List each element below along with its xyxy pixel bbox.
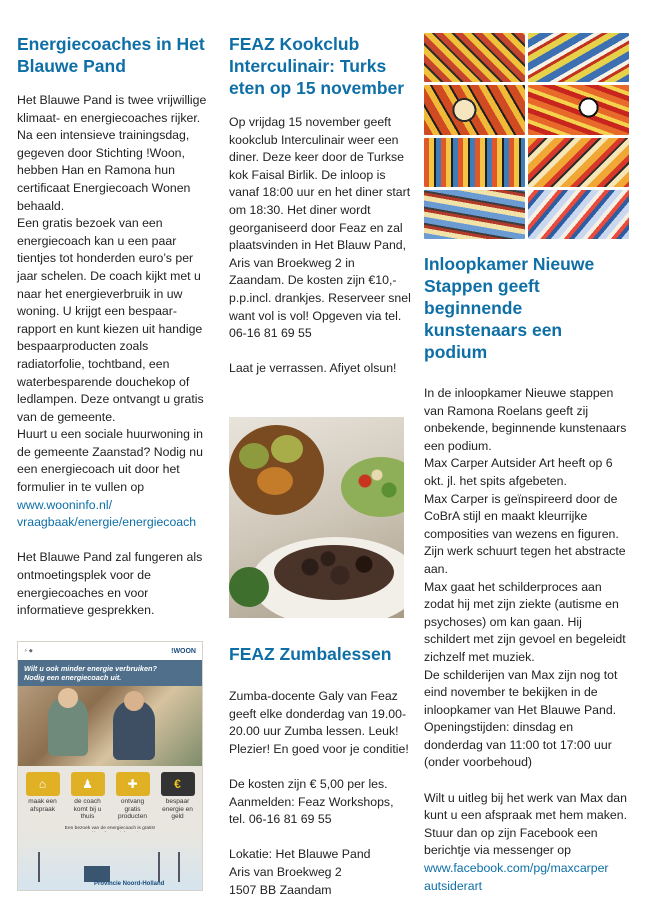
paragraph (424, 790, 630, 896)
article-body (17, 92, 215, 620)
address-line: 1507 BB Zaandam (229, 882, 332, 897)
poster-labels (18, 798, 202, 821)
article-energiecoaches (17, 30, 215, 620)
address-line: Aris van Broekweg 2 (229, 864, 342, 879)
paragraph: De kosten zijn € 5,00 per les. Aanmelden: Feaz Workshops, tel. 06-16 81 69 55 (229, 776, 394, 827)
poster-photo (18, 686, 202, 766)
paragraph: Zumba-docente Galy van Feaz geeft elke donderdag van 19.00-20.00 uur Zumba lessen. Leuk! Plezier! En goed voor je conditie! (229, 689, 409, 756)
paragraph-text: Huurt u een sociale huurwoning in de gemeente Zaanstad? Nodig nu een energiecoach uit door het formulier in te vullen op (17, 427, 203, 495)
wooninfo-link[interactable]: www.wooninfo.nl/ vraagbaak/energie/energiecoach (17, 497, 197, 530)
paragraph-text: Wilt u uitleg bij het werk van Max dan kunt u een afspraak met hem maken. Stuur dan op zijn Facebook een berichtje via messenger op (424, 790, 628, 858)
poster-small-line: Een bezoek van de energiecoach is gratis! (64, 825, 156, 831)
paragraph: In de inloopkamer Nieuwe stappen van Ramona Roelans geeft zij onbekende, beginnende kunstenaars een podium. (424, 386, 627, 453)
article-kookclub (229, 30, 413, 378)
paragraph: Het Blauwe Pand is twee vrijwillige klimaat- en energiecoaches rijker. Na een intensieve trainingsdag, gegeven door Stichting !Woon, hebben Han en Ramona hun certificaat Energiecoach Wonen behaald. (17, 93, 207, 213)
article-title: Energiecoaches in Het Blauwe Pand (17, 34, 205, 76)
poster-org-left: ⚡ ◆ (24, 648, 33, 654)
paragraph: Het Blauwe Pand zal fungeren als ontmoetingsplek voor de energiecoaches en voor informatieve gesprekken. (17, 550, 203, 618)
article-body (424, 385, 630, 895)
poster-label: de coach komt bij u thuis (73, 798, 102, 820)
poster-banner-line2: Nodig een energiecoach uit. (24, 673, 122, 682)
article-title: FEAZ Kookclub Interculinair: Turks eten op 15 november (229, 34, 405, 98)
poster-org-logo: !WOON (171, 647, 196, 655)
article-title: Inloopkamer Nieuwe Stappen geeft beginnende kunstenaars een podium (424, 254, 595, 362)
max-carper-artwork-collage (424, 33, 629, 239)
paragraph: Laat je verrassen. Afiyet olsun! (229, 361, 397, 376)
paragraph: Max gaat het schilderproces aan zodat hij met zijn ziekte (autisme en psychoses) om kan gaan. Hij schildert met zijn gevoel en begeleidt zichzelf met muziek. (424, 579, 626, 664)
poster-label: maak een afspraak (28, 798, 57, 813)
paragraph: Max Carper is geïnspireerd door de CoBrA stijl en maakt kleurrijke composities van wezens en figuren. Zijn werk schuurt tegen het abstracte aan. (424, 491, 626, 576)
article-body (229, 688, 413, 899)
address-line: Lokatie: Het Blauwe Pand (229, 847, 371, 862)
poster-banner-line1: Wilt u ook minder energie verbruiken? (24, 664, 157, 673)
article-zumba (229, 640, 413, 899)
products-icon: ✚ (116, 772, 150, 796)
poster-banner (18, 660, 202, 686)
article-title: FEAZ Zumbalessen (229, 644, 392, 664)
paragraph (17, 426, 215, 532)
paragraph: Een gratis bezoek van een energiecoach kan u een paar tientjes tot honderden euro’s per jaar schelen. De coach kijkt met u naar het energieverbruik in uw woning. U krijgt een bespaar-rapport en kunt kiezen uit handige bespaarproducten zoals radiatorfolie, tochtband, een waterbesparende douchekop of ledlampen. Deze ontvangt u gratis van de gemeente. (17, 216, 204, 424)
house-icon: ⌂ (26, 772, 60, 796)
turkish-food-image (229, 417, 404, 618)
paragraph: Op vrijdag 15 november geeft kookclub Interculinair weer een diner. Deze keer door de Turkse kok Faisal Birlik. De inloop is vanaf 18:00 uur en het diner start om 18:30. Het diner wordt georganiseerd door Feaz en zal plaatsvinden in Het Blauw Pand, Aris van Broekweg 2 in Zaandam. De kosten zijn €10,- p.p.incl. drankjes. Reserveer snel want vol is vol! Opgeven via tel. 06-16 81 69 55 (229, 115, 411, 341)
poster-label: ontvang gratis producten (118, 798, 147, 820)
paragraph: De schilderijen van Max zijn nog tot eind november te bekijken in de inloopkamer van Het Blauwe Pand. Openingstijden: dinsdag en donderdag van 11:00 tot 17:00 uur (onder voorbehoud) (424, 667, 618, 770)
poster-label: bespaar energie en geld (162, 798, 193, 820)
paragraph: Max Carper Autsider Art heeft op 6 okt. jl. het spits afgebeten. (424, 456, 613, 488)
poster-footer-logo: Provincie Noord-Holland (94, 881, 165, 887)
facebook-link[interactable]: www.facebook.com/pg/maxcarper autsiderart (424, 861, 609, 893)
energiecoach-poster-image (17, 641, 203, 891)
euro-icon: € (161, 772, 195, 796)
article-body (229, 114, 413, 378)
poster-icons (18, 766, 202, 798)
coach-icon: ♟ (71, 772, 105, 796)
poster-footer (18, 832, 202, 890)
